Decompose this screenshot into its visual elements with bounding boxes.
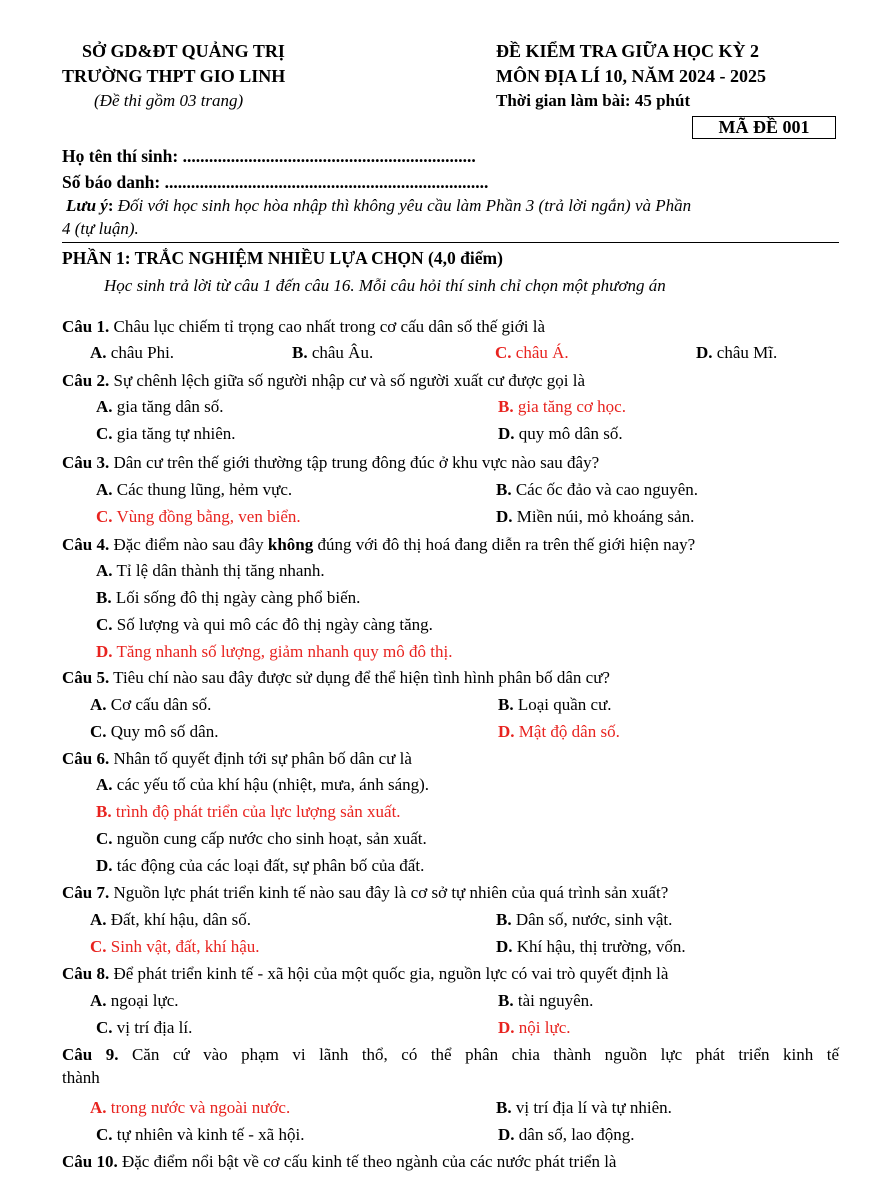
question-10 [62, 1151, 842, 1173]
q9-option-b[interactable]: B. vị trí địa lí và tự nhiên. [496, 1098, 672, 1117]
q4-option-b[interactable]: B. Lối sống đô thị ngày càng phổ biến. [96, 588, 361, 607]
question-5 [62, 667, 842, 689]
student-name-line [62, 145, 476, 167]
question-label: Câu 8. [62, 964, 110, 983]
exam-title: ĐỀ KIỂM TRA GIỮA HỌC KỲ 2 [496, 41, 760, 61]
q8-option-d-answer[interactable]: D. nội lực. [498, 1018, 571, 1037]
q9-option-a-answer[interactable]: A. trong nước và ngoài nước. [90, 1098, 291, 1117]
question-label: Câu 5. [62, 668, 110, 687]
q2-option-d[interactable]: D. quy mô dân số. [498, 424, 623, 443]
question-label: Câu 3. [62, 453, 110, 472]
question-9-continued: thành [62, 1068, 100, 1087]
question-label: Câu 6. [62, 749, 110, 768]
question-text: Nguồn lực phát triển kinh tế nào sau đây là cơ sở tự nhiên của quá trình sản xuất? [109, 883, 669, 902]
q2-option-b-answer[interactable]: B. gia tăng cơ học. [498, 397, 626, 416]
q8-option-b[interactable]: B. tài nguyên. [498, 991, 594, 1010]
q8-option-a[interactable]: A. ngoại lực. [90, 991, 179, 1010]
note-line-1 [66, 195, 691, 217]
question-label: Câu 2. [62, 371, 110, 390]
question-text-emphasis: không [267, 535, 314, 554]
q7-option-d[interactable]: D. Khí hậu, thị trường, vốn. [496, 937, 686, 956]
q8-option-c[interactable]: C. vị trí địa lí. [96, 1018, 193, 1037]
q1-option-b[interactable]: B. châu Âu. [292, 343, 374, 362]
q6-option-d[interactable]: D. tác động của các loại đất, sự phân bố của đất. [96, 856, 425, 875]
student-id-line [62, 171, 488, 193]
q7-option-a[interactable]: A. Đất, khí hậu, dân số. [90, 910, 252, 929]
question-7 [62, 882, 842, 904]
note-label: Lưu ý [66, 196, 108, 215]
exam-duration: Thời gian làm bài: 45 phút [496, 91, 691, 110]
exam-code-box [692, 116, 836, 139]
q6-option-c[interactable]: C. nguồn cung cấp nước cho sinh hoạt, sản xuất. [96, 829, 427, 848]
section-divider [62, 242, 839, 243]
part1-title: PHẦN 1: TRẮC NGHIỆM NHIỀU LỰA CHỌN (4,0 điểm) [62, 248, 503, 268]
question-label: Câu 10. [62, 1152, 118, 1171]
q5-option-d-answer[interactable]: D. Mật độ dân số. [498, 722, 620, 741]
question-text: Sự chênh lệch giữa số người nhập cư và số người xuất cư được gọi là [109, 371, 585, 390]
student-name-label: Họ tên thí sinh: [62, 146, 183, 166]
q1-option-a[interactable]: A. châu Phi. [90, 343, 175, 362]
question-text: Căn cứ vào phạm vi lãnh thổ, có thể phân chia thành nguồn lực phát triển kinh tế [118, 1045, 839, 1064]
q3-option-c-answer[interactable]: C. Vùng đồng bằng, ven biển. [96, 507, 301, 526]
note-line-2: 4 (tự luận). [62, 219, 139, 238]
note-text-1: Đối với học sinh học hòa nhập thì không yêu cầu làm Phần 3 (trả lời ngắn) và Phần [113, 196, 692, 215]
page-count-note: (Đề thi gồm 03 trang) [94, 91, 244, 110]
q5-option-a[interactable]: A. Cơ cấu dân số. [90, 695, 212, 714]
q2-option-a[interactable]: A. gia tăng dân số. [96, 397, 224, 416]
question-label: Câu 1. [62, 317, 110, 336]
question-text-post: đúng với đô thị hoá đang diễn ra trên thế giới hiện nay? [313, 535, 696, 554]
q5-option-b[interactable]: B. Loại quần cư. [498, 695, 612, 714]
question-text: Đặc điểm nổi bật về cơ cấu kinh tế theo ngành của các nước phát triển là [117, 1152, 617, 1171]
q1-option-d[interactable]: D. châu Mĩ. [696, 343, 778, 362]
school-name: TRƯỜNG THPT GIO LINH [62, 66, 286, 86]
department-name: SỞ GD&ĐT QUẢNG TRỊ [82, 41, 285, 61]
note-colon: : [107, 196, 114, 215]
q3-option-b[interactable]: B. Các ốc đảo và cao nguyên. [496, 480, 699, 499]
question-text-pre: Đặc điểm nào sau đây [109, 535, 268, 554]
question-text: Để phát triển kinh tế - xã hội của một quốc gia, nguồn lực có vai trò quyết định là [109, 964, 669, 983]
q6-option-b-answer[interactable]: B. trình độ phát triển của lực lượng sản xuất. [96, 802, 401, 821]
question-6 [62, 748, 842, 770]
q6-option-a[interactable]: A. các yếu tố của khí hậu (nhiệt, mưa, ánh sáng). [96, 775, 430, 794]
question-1 [62, 316, 842, 338]
question-2 [62, 370, 842, 392]
question-text: Nhân tố quyết định tới sự phân bố dân cư là [109, 749, 412, 768]
q4-option-c[interactable]: C. Số lượng và qui mô các đô thị ngày càng tăng. [96, 615, 433, 634]
question-3 [62, 452, 842, 474]
q5-option-c[interactable]: C. Quy mô số dân. [90, 722, 219, 741]
q4-option-d-answer[interactable]: D. Tăng nhanh số lượng, giảm nhanh quy mô đô thị. [96, 642, 453, 661]
question-4 [62, 534, 842, 556]
student-name-dots: ................................................................... [182, 146, 476, 166]
q3-option-d[interactable]: D. Miền núi, mỏ khoáng sản. [496, 507, 695, 526]
question-text: Tiêu chí nào sau đây được sử dụng để thể hiện tình hình phân bố dân cư? [109, 668, 610, 687]
q4-option-a[interactable]: A. Tỉ lệ dân thành thị tăng nhanh. [96, 561, 325, 580]
question-9 [62, 1044, 839, 1066]
q9-option-d[interactable]: D. dân số, lao động. [498, 1125, 635, 1144]
q9-option-c[interactable]: C. tự nhiên và kinh tế - xã hội. [96, 1125, 305, 1144]
exam-subject: MÔN ĐỊA LÍ 10, NĂM 2024 - 2025 [496, 66, 766, 86]
question-label: Câu 4. [62, 535, 110, 554]
question-label: Câu 7. [62, 883, 110, 902]
question-8 [62, 963, 842, 985]
q2-option-c[interactable]: C. gia tăng tự nhiên. [96, 424, 236, 443]
q7-option-c-answer[interactable]: C. Sinh vật, đất, khí hậu. [90, 937, 260, 956]
q1-option-c-answer[interactable]: C. châu Á. [495, 343, 569, 362]
student-id-dots: .......................................................................... [164, 172, 489, 192]
student-id-label: Số báo danh: [62, 172, 165, 192]
part1-instruction: Học sinh trả lời từ câu 1 đến câu 16. Mỗi câu hỏi thí sinh chỉ chọn một phương án [104, 276, 666, 295]
q3-option-a[interactable]: A. Các thung lũng, hẻm vực. [96, 480, 293, 499]
question-label: Câu 9. [62, 1045, 119, 1064]
q7-option-b[interactable]: B. Dân số, nước, sinh vật. [496, 910, 673, 929]
question-text: Dân cư trên thế giới thường tập trung đông đúc ở khu vực nào sau đây? [109, 453, 600, 472]
exam-code: MÃ ĐỀ 001 [718, 117, 810, 137]
question-text: Châu lục chiếm tỉ trọng cao nhất trong cơ cấu dân số thế giới là [109, 317, 546, 336]
